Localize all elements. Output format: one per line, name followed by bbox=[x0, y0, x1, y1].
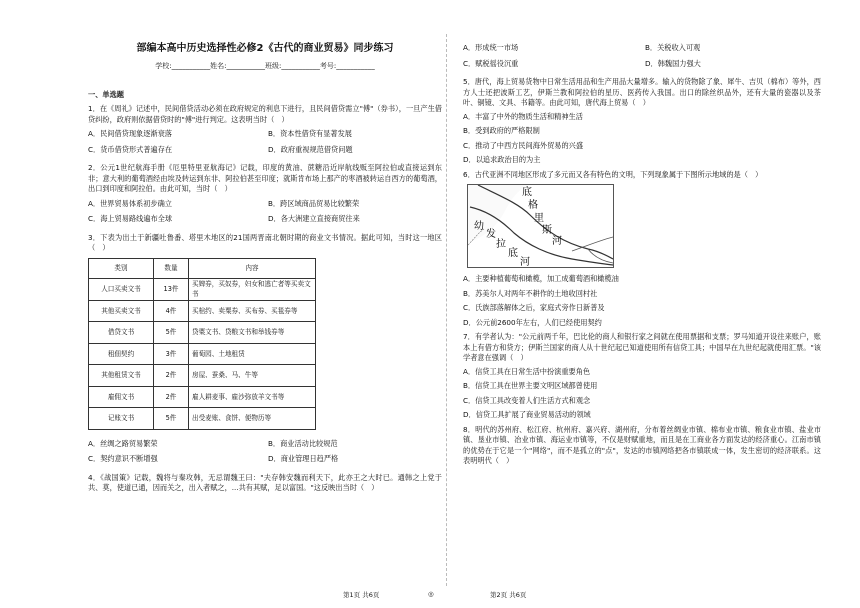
table-cell: 2件 bbox=[154, 365, 189, 387]
option-c: C．海上贸易路线遍布全球 bbox=[88, 214, 173, 223]
question-8 bbox=[463, 425, 821, 467]
table-cell: 出受麦账、食饼、便物历等 bbox=[189, 408, 316, 430]
footer-center-mark: ◎ bbox=[428, 590, 434, 598]
option-b: B．跨区域商品贸易比较繁荣 bbox=[268, 198, 360, 208]
option-d: D．信贷工具扩展了商业贸易活动的领域 bbox=[463, 410, 591, 419]
map-label: 河 bbox=[552, 236, 562, 247]
map-label: 斯 bbox=[542, 225, 552, 236]
option-c: C．契约意识不断增强 bbox=[88, 454, 158, 463]
option-d: D．各大洲建立直接商贸往来 bbox=[268, 214, 360, 223]
table-cell: 3件 bbox=[154, 343, 189, 365]
commerce-documents-table bbox=[88, 258, 316, 430]
table-row bbox=[89, 343, 316, 365]
option-b: B．关税收入可观 bbox=[645, 43, 701, 52]
footer-left-page-number: 第1页 共6页 bbox=[343, 591, 380, 599]
question-stem: 3．下表为出土于新疆吐鲁番、塔里木地区的21国两晋南北朝时期的商业文书情况。据此可知，当时这一地区（ ） bbox=[88, 232, 442, 252]
question-stem: 5．唐代，海上贸易货物中日常生活用品和生产用品大量增多。输入的货物除了象、犀牛、吉贝（棉布）等外，西方人士还把波斯工艺，伊斯兰教和阿拉伯的星历、医药传入我国。出口的除丝织品外，还有大量的瓷器以及茶叶、铜镜、文具、书籍等。由此可知，唐代海上贸易（ ） bbox=[463, 77, 821, 107]
table-cell: 借贷文书 bbox=[89, 322, 154, 344]
option-b: B．资本性借贷有显著发展 bbox=[268, 129, 352, 138]
table-cell: 房屋、蚕桑、马、牛等 bbox=[189, 365, 316, 387]
option-d: D．政府重视规范借贷问题 bbox=[268, 144, 353, 154]
option-d: D．韩魏国力强大 bbox=[645, 58, 701, 68]
section-heading: 一、单选题 bbox=[88, 89, 124, 99]
question-3 bbox=[88, 233, 442, 469]
map-label: 发 bbox=[486, 229, 496, 240]
map-label: 拉 bbox=[496, 239, 506, 250]
option-a: A．世界贸易体系初步确立 bbox=[88, 198, 172, 208]
student-info-line: 学校:___________姓名:___________班级:___________考号:___________ bbox=[155, 62, 375, 70]
page-divider bbox=[446, 34, 447, 586]
option-d: D．商业管理日趋严格 bbox=[268, 454, 339, 463]
table-cell: 贷粟文书、贷粮文书和举钱券等 bbox=[189, 322, 316, 344]
table-cell: 人口买卖文书 bbox=[89, 278, 154, 300]
question-stem: 7．有学者认为："公元前两千年，巴比伦的商人和银行家之间就在使用票据和支票；罗马知道开设往来账户，账本上有借方和贷方；伊斯兰国家的商人从十世纪起已知道使用所有信贷工具；中国早在九世纪起就使用汇票。"该学者意在强调（ ） bbox=[463, 332, 821, 362]
table-cell: 买棺约、卖粟券、买布券、买毯券等 bbox=[189, 300, 316, 322]
footer-right-page-number: 第2页 共6页 bbox=[490, 591, 527, 599]
question-stem: 6．古代亚洲不同地区形成了多元而又各有特色的文明，下列现象属于下图所示地域的是（ ） bbox=[463, 169, 763, 179]
option-a: A．民间借贷现象逐渐衰落 bbox=[88, 129, 172, 138]
question-stem: 8．明代的苏州府、松江府、杭州府、嘉兴府、湖州府，分布着丝绸业市镇、棉布业市镇、粮食业市镇、盐业市镇、垦业市镇、冶业市镇、海运业市镇等，不仅是财赋重地，而且是在工商业各方面发达的经济重心。江南市镇的优势在于它是一个"网络"，而不是孤立的"点"，发达的市镇网络把各市镇联成一体，发生密切的经济联系。这表明明代（ ） bbox=[463, 424, 821, 465]
question-4 bbox=[88, 473, 442, 494]
table-cell: 4件 bbox=[154, 300, 189, 322]
page-title: 部编本高中历史选择性必修2《古代的商业贸易》同步练习 bbox=[136, 43, 394, 54]
option-c: C．氏族部落解体之后，家庭式旁作日新普及 bbox=[463, 303, 605, 312]
table-cell: 5件 bbox=[154, 408, 189, 430]
option-c: C．赋税徭役沉重 bbox=[463, 58, 519, 68]
option-c: C．信贷工具改变着人们生活方式和观念 bbox=[463, 395, 591, 405]
table-cell: 13件 bbox=[154, 278, 189, 300]
table-cell: 雇佣文书 bbox=[89, 386, 154, 408]
table-cell: 葡萄园、土地租赁 bbox=[189, 343, 316, 365]
question-stem: 4．《战国策》记载，魏将与秦攻韩，无忌谓魏王曰："夫存韩安魏而利天下，此亦王之大时已。通韩之上党于共、莫，使道已通，因而关之，出入者赋之，...共有其赋，足以富国。"这反映出当时（ ） bbox=[88, 472, 442, 492]
question-5 bbox=[463, 77, 821, 166]
option-a: A．主要种植葡萄和橄榄，加工成葡萄酒和橄榄油 bbox=[463, 274, 619, 283]
question-7 bbox=[463, 332, 821, 421]
map-label: 格 bbox=[528, 200, 538, 211]
option-a: A．丝绸之路贸易繁荣 bbox=[88, 438, 158, 448]
river-map-drawing bbox=[468, 185, 613, 267]
table-header: 类别 bbox=[89, 258, 154, 278]
mesopotamia-map bbox=[467, 184, 614, 268]
question-1 bbox=[88, 104, 442, 159]
map-label: 幼 bbox=[474, 221, 484, 232]
option-d: D．以追求政治目的为主 bbox=[463, 155, 541, 164]
question-stem: 1．在《周礼》记述中，民间借贷活动必须在政府规定的利息下进行，且民间借贷需立"傅"（券书），一旦产生借贷纠纷，政府则依据借贷时的"傅"进行判定。这表明当时（ ） bbox=[88, 104, 442, 124]
question-4-options bbox=[463, 42, 821, 73]
table-row bbox=[89, 300, 316, 322]
option-a: A．丰富了中外的物质生活和精神生活 bbox=[463, 111, 583, 121]
table-row bbox=[89, 322, 316, 344]
option-c: C．货币借贷形式普遍存在 bbox=[88, 144, 173, 154]
table-cell: 2件 bbox=[154, 386, 189, 408]
table-row bbox=[89, 278, 316, 300]
map-label: 底 bbox=[508, 248, 518, 259]
map-label: 里 bbox=[534, 213, 544, 224]
table-cell: 记账文书 bbox=[89, 408, 154, 430]
table-cell: 买婢券，买奴券，妇女和逃亡者等买卖文书 bbox=[189, 278, 316, 300]
table-cell: 5件 bbox=[154, 322, 189, 344]
table-cell: 其他租赁文书 bbox=[89, 365, 154, 387]
question-stem: 2．公元1世纪航海手册《厄里特里亚航海记》记载，印度的黄油、蔗糖沿近岸航线贩至阿拉伯或直接运到东非；意大利的葡萄酒经由埃及转运到东非、阿拉伯甚至印度；就斯肯布场上那产的枣酒被转运自西方的葡萄酒，出口到印度和阿拉伯。由此可知，当时（ ） bbox=[88, 163, 442, 193]
table-header: 内容 bbox=[189, 258, 316, 278]
table-header: 数量 bbox=[154, 258, 189, 278]
table-row bbox=[89, 386, 316, 408]
option-b: B．受到政府的严格限制 bbox=[463, 126, 540, 135]
option-d: D．公元前2600年左右，人们已经使用契约 bbox=[463, 317, 602, 327]
option-b: B．信贷工具在世界主要文明区域都曾使用 bbox=[463, 381, 598, 390]
option-b: B．苏美尔人对两年不耕作的土地收回村社 bbox=[463, 288, 598, 298]
table-row bbox=[89, 365, 316, 387]
option-b: B．商业活动比较规范 bbox=[268, 438, 338, 448]
left-column bbox=[88, 42, 442, 497]
option-c: C．推动了中西方民间海外贸易的兴盛 bbox=[463, 140, 584, 150]
table-cell: 其他买卖文书 bbox=[89, 300, 154, 322]
option-a: A．形成统一市场 bbox=[463, 43, 519, 52]
right-column bbox=[463, 42, 821, 470]
map-label: 河 bbox=[520, 257, 530, 267]
question-2 bbox=[88, 163, 442, 229]
option-a: A．信贷工具在日常生活中扮演重要角色 bbox=[463, 366, 591, 376]
table-cell: 租佃契约 bbox=[89, 343, 154, 365]
question-6 bbox=[463, 170, 821, 329]
table-row bbox=[89, 408, 316, 430]
table-cell: 雇人耕麦事、雇沙弥放羊文书等 bbox=[189, 386, 316, 408]
map-label: 底 bbox=[522, 187, 532, 198]
